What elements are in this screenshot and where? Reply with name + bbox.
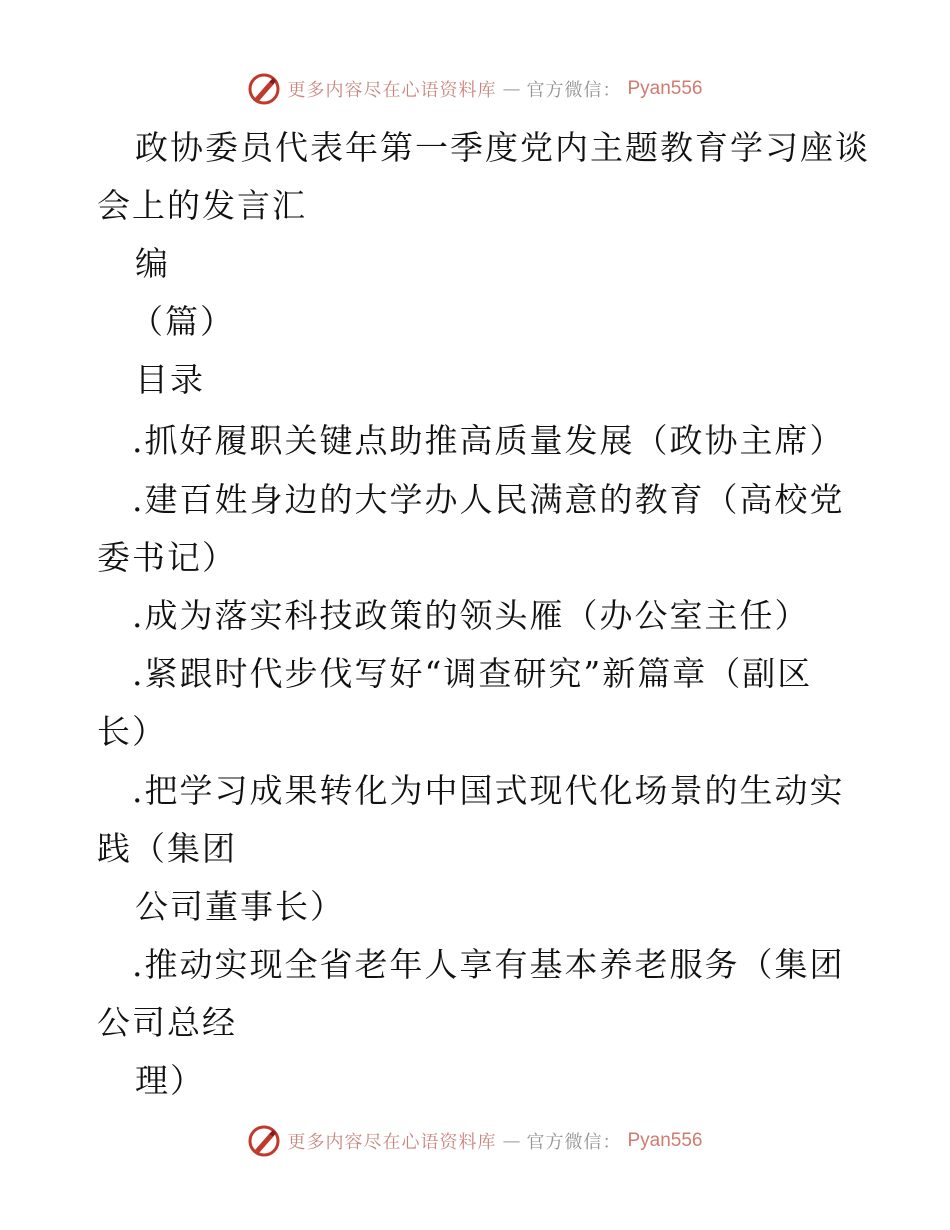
pen-logo-icon — [247, 1124, 281, 1158]
footer-site-text: 更多内容尽在心语资料库 — [287, 1132, 497, 1153]
toc-item-3: .成为落实科技政策的领头雁（办公室主任） — [132, 596, 810, 635]
footer-dash: — — [502, 1130, 521, 1152]
toc-item-4: .紧跟时代步伐写好“调查研究”新篇章（副区 — [132, 654, 813, 693]
toc-item-5: .把学习成果转化为中国式现代化场景的生动实 — [132, 771, 845, 810]
toc-heading: 目录 — [135, 360, 205, 399]
toc-item-4-cont: 长） — [97, 712, 167, 751]
banner-official-label: 官方微信： — [526, 80, 622, 101]
toc-item-2-cont: 委书记） — [97, 538, 237, 577]
banner-wechat-id: Pyan556 — [627, 78, 703, 99]
document-title-line-3: 编 — [135, 244, 170, 283]
toc-item-5-cont-2: 公司董事长） — [135, 887, 345, 926]
header-banner — [0, 72, 950, 106]
banner-site-text: 更多内容尽在心语资料库 — [287, 80, 497, 101]
footer-banner — [0, 1124, 950, 1158]
toc-item-1: .抓好履职关键点助推高质量发展（政协主席） — [132, 421, 845, 460]
toc-item-2: .建百姓身边的大学办人民满意的教育（高校党 — [132, 480, 845, 519]
toc-item-5-cont-1: 践（集团 — [97, 829, 237, 868]
document-subtitle: （篇） — [130, 302, 235, 341]
pen-logo-icon — [247, 72, 281, 106]
document-title-line-1: 政协委员代表年第一季度党内主题教育学习座谈 — [135, 128, 870, 167]
document-title-line-2: 会上的发言汇 — [97, 186, 307, 225]
toc-item-6-cont-1: 公司总经 — [97, 1003, 237, 1042]
banner-dash: — — [502, 78, 521, 100]
footer-official-label: 官方微信： — [526, 1132, 622, 1153]
toc-item-6-cont-2: 理） — [135, 1061, 205, 1100]
footer-wechat-id: Pyan556 — [627, 1130, 703, 1151]
toc-item-6: .推动实现全省老年人享有基本养老服务（集团 — [132, 945, 845, 984]
